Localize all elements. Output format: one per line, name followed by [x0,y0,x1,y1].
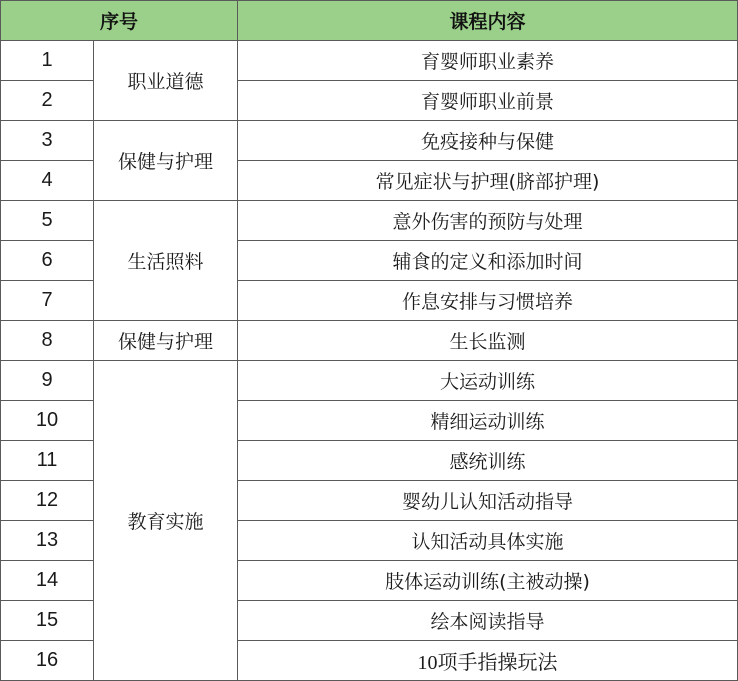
course-content: 作息安排与习惯培养 [238,281,738,321]
category-cell: 保健与护理 [94,321,238,361]
course-content: 感统训练 [238,441,738,481]
row-number: 15 [1,601,94,641]
course-content: 育婴师职业前景 [238,81,738,121]
row-number: 13 [1,521,94,561]
row-number: 10 [1,401,94,441]
table-row [1,321,738,361]
category-cell: 职业道德 [94,41,238,121]
course-content: 肢体运动训练(主被动操) [238,561,738,601]
course-content: 常见症状与护理(脐部护理) [238,161,738,201]
course-content: 意外伤害的预防与处理 [238,201,738,241]
course-content: 辅食的定义和添加时间 [238,241,738,281]
row-number: 9 [1,361,94,401]
course-content: 婴幼儿认知活动指导 [238,481,738,521]
row-number: 2 [1,81,94,121]
course-content: 精细运动训练 [238,401,738,441]
row-number: 1 [1,41,94,81]
table-row [1,361,738,401]
course-content: 认知活动具体实施 [238,521,738,561]
row-number: 3 [1,121,94,161]
table-row [1,41,738,81]
category-cell: 生活照料 [94,201,238,321]
course-content: 免疫接种与保健 [238,121,738,161]
course-content: 大运动训练 [238,361,738,401]
course-content: 育婴师职业素养 [238,41,738,81]
row-number: 6 [1,241,94,281]
header-row [1,1,738,41]
course-content: 10项手指操玩法 [238,641,738,681]
table-row [1,201,738,241]
header-content: 课程内容 [238,1,738,41]
table-row [1,121,738,161]
category-cell: 教育实施 [94,361,238,681]
row-number: 12 [1,481,94,521]
row-number: 11 [1,441,94,481]
row-number: 4 [1,161,94,201]
row-number: 7 [1,281,94,321]
row-number: 5 [1,201,94,241]
row-number: 8 [1,321,94,361]
course-content: 绘本阅读指导 [238,601,738,641]
course-content: 生长监测 [238,321,738,361]
row-number: 14 [1,561,94,601]
header-seq: 序号 [1,1,238,41]
category-cell: 保健与护理 [94,121,238,201]
row-number: 16 [1,641,94,681]
